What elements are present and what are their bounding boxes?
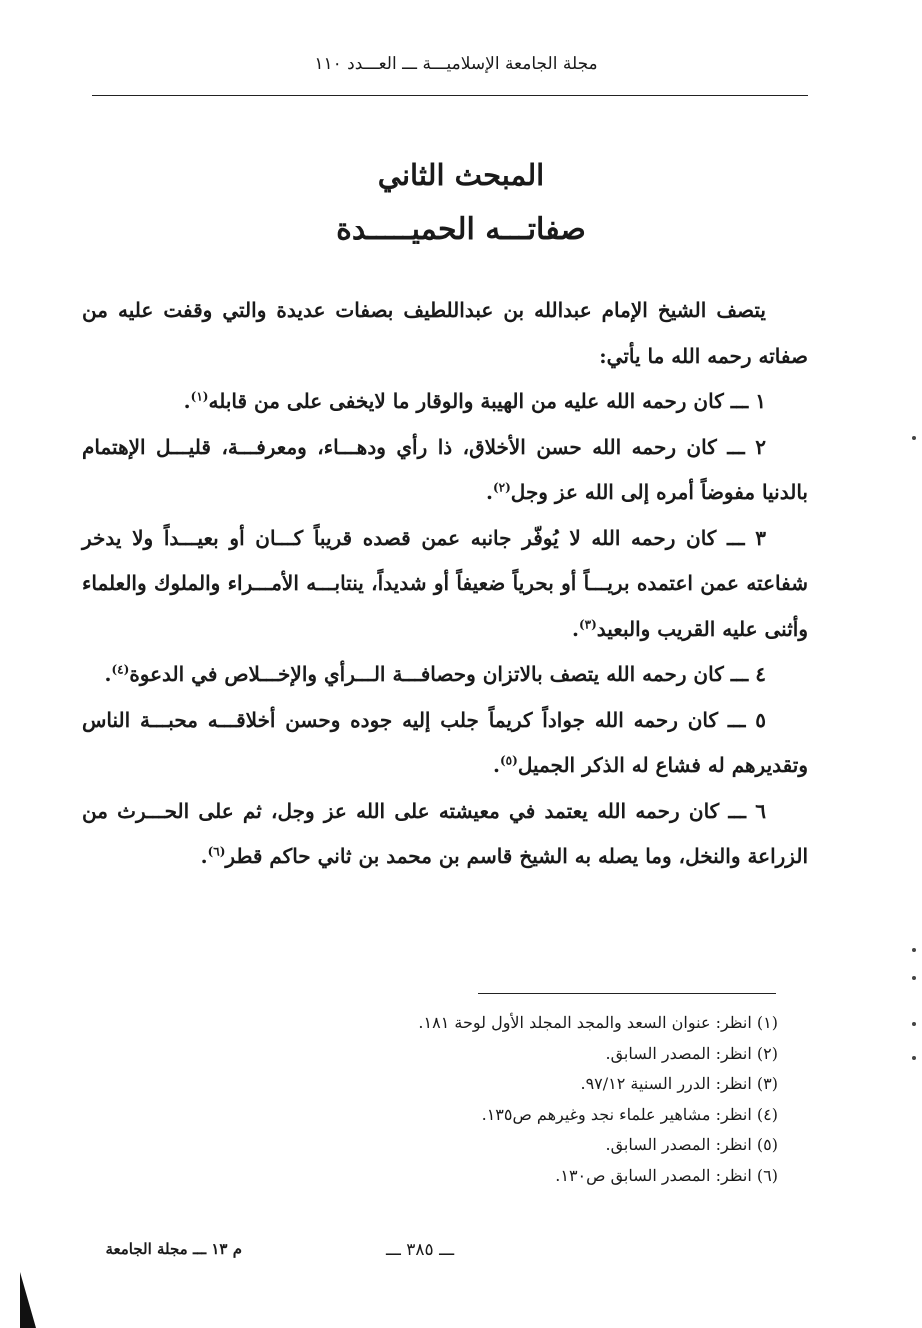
list-item (82, 379, 808, 425)
footnote: (٢) انظر: المصدر السابق. (605, 1043, 778, 1063)
item-end: . (200, 844, 208, 868)
scan-speck (912, 976, 916, 980)
body-text (82, 288, 808, 880)
running-header: مجلة الجامعة الإسلاميـــة ـــ العـــدد ١١٠ (314, 54, 598, 74)
item-text: ٣ ـــ كان رحمه الله لا يُوفّر جانبه عمن قصده قريباً كـــان أو بعيـــداً ولا يدخر شفاعته عمن اعتمده بريـــاً أو بحرياً ضعيفاً أو شديداً، ينتابـــه الأمـــراء والملوك والعلماء وأثنى عليه القريب والبعيد (82, 525, 808, 641)
footnote-ref: (١) (190, 389, 209, 404)
footer-signature: م ١٣ ـــ مجلة الجامعة (105, 1240, 242, 1258)
header-divider (92, 95, 808, 96)
footnote: (٥) انظر: المصدر السابق. (605, 1135, 778, 1154)
list-item (82, 425, 808, 516)
list-item (82, 516, 808, 653)
footnote: (٦) انظر: المصدر السابق ص١٣٠. (555, 1165, 778, 1185)
footnote-divider (478, 993, 776, 994)
list-item (82, 789, 808, 880)
item-end: . (486, 480, 493, 504)
footnote: (٤) انظر: مشاهير علماء نجد وغيرهم ص١٣٥. (481, 1104, 778, 1124)
footnote-ref: (٦) (207, 844, 226, 859)
item-end: . (104, 662, 112, 686)
scan-speck (912, 948, 916, 952)
footnote-ref: (٤) (111, 662, 130, 677)
item-text: ٢ ـــ كان رحمه الله حسن الأخلاق، ذا رأي ودهـــاء، ومعرفـــة، قليـــل الإهتمام بالدنيا مفوضاً أمره إلى الله عز وجل (82, 434, 808, 504)
item-text: ٤ ـــ كان رحمه الله يتصف بالاتزان وحصافـــة الـــرأي والإخـــلاص في الدعوة (129, 662, 766, 686)
item-end: . (571, 616, 579, 641)
list-item (82, 652, 808, 698)
item-text: ٥ ـــ كان رحمه الله جواداً كريماً جلب إليه جوده وحسن أخلاقـــه محبـــة الناس وتقديرهم له فشاع له الذكر الجميل (82, 707, 808, 777)
footnote-ref: (٣) (578, 616, 597, 631)
item-text: ٦ ـــ كان رحمه الله يعتمد في معيشته على الله عز وجل، ثم على الحـــرث من الزراعة والنخل، وما يصله به الشيخ قاسم بن محمد بن ثاني حاكم قطر (82, 798, 808, 868)
intro-paragraph: يتصف الشيخ الإمام عبدالله بن عبداللطيف بصفات عديدة والتي وقفت عليه من صفاته رحمه الله ما يأتي: (82, 298, 808, 368)
scan-speck (912, 1022, 916, 1026)
scan-speck (912, 1056, 916, 1060)
scan-speck (912, 436, 916, 440)
footnote-ref: (٥) (499, 753, 518, 768)
footnotes (300, 1008, 778, 1191)
item-end: . (183, 389, 191, 413)
footnote: (١) انظر: عنوان السعد والمجد المجلد الأول لوحة ١٨١. (418, 1013, 778, 1032)
scan-corner-mark (20, 1272, 36, 1328)
section-title: المبحث الثاني (377, 158, 545, 192)
list-item (82, 698, 808, 789)
item-text: ١ ـــ كان رحمه الله عليه من الهيبة والوقار ما لايخفى على من قابله (208, 389, 766, 413)
page-number: ـــ ٣٨٥ ـــ (385, 1240, 455, 1260)
footnote: (٣) انظر: الدرر السنية ٩٧/١٢. (580, 1074, 778, 1093)
footnote-ref: (٢) (492, 480, 511, 495)
section-subtitle: صفاتـــه الحميـــــدة (336, 212, 586, 247)
item-end: . (493, 753, 500, 777)
